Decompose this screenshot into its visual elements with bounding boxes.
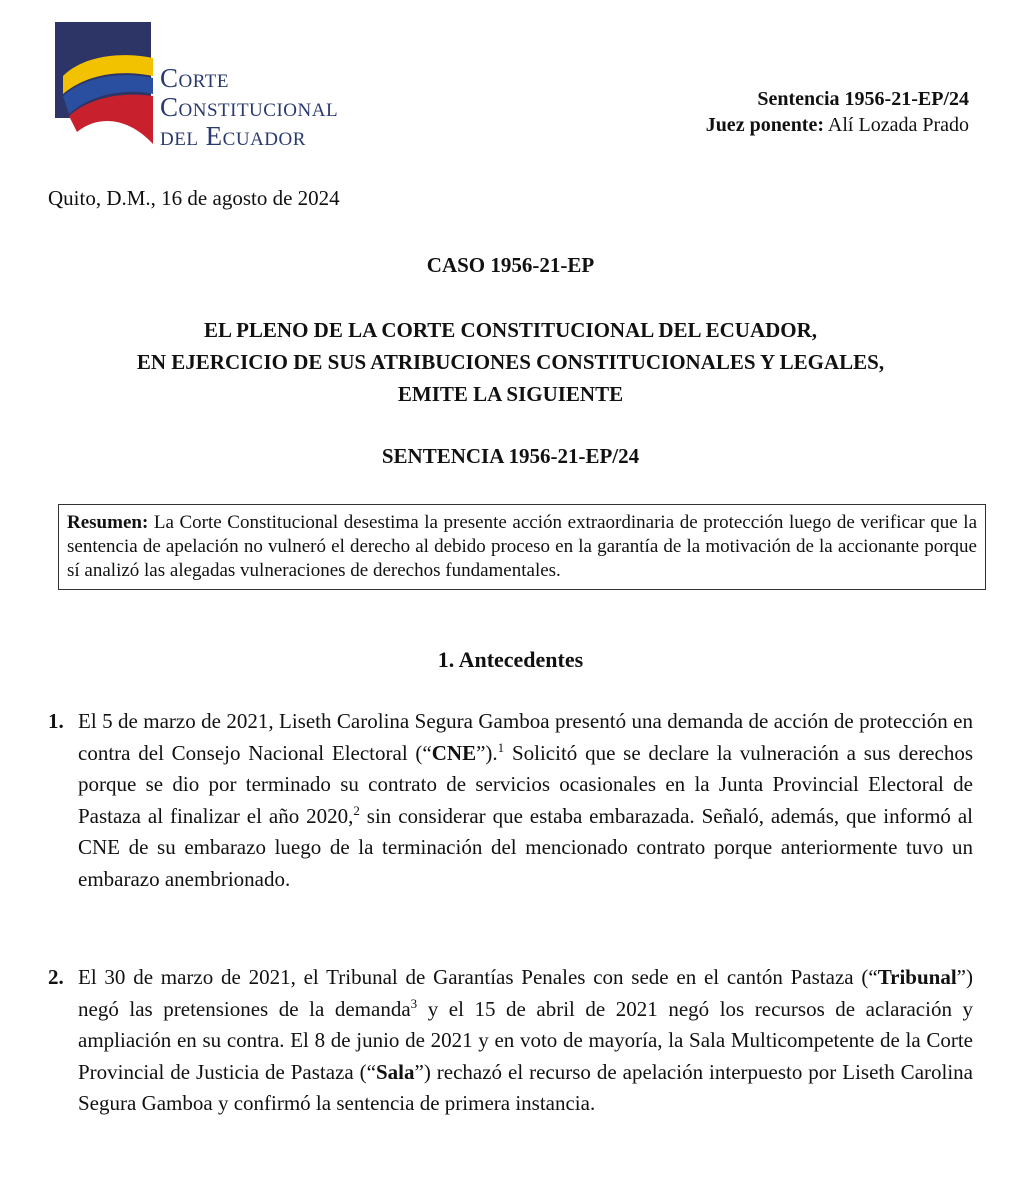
footnote-ref[interactable]: 3 [410, 995, 418, 1011]
bold-term: CNE [431, 740, 477, 765]
text-run: Solicitó que se declare la vulneración a sus derechos porque se dio por terminado su contrato de servicios ocasionales en la Junta Provincial Electoral de Pastaza al finalizar el año 2020, [78, 740, 973, 828]
paragraph-number: 2. [48, 965, 64, 989]
logo-line-3: del Ecuador [160, 121, 306, 151]
juez-name: Alí Lozada Prado [827, 114, 969, 136]
paragraph-text [78, 706, 973, 895]
bold-term: Tribunal [877, 965, 957, 989]
court-logo [55, 14, 400, 154]
pleno-line-3: EMITE LA SIGUIENTE [397, 382, 624, 406]
document-header [706, 86, 969, 138]
juez-label: Juez ponente: [705, 114, 825, 136]
pleno-heading [0, 314, 1021, 410]
logo-line-2: Constitucional [160, 92, 339, 122]
court-emblem-icon [55, 14, 165, 154]
text-run: sin considerar que estaba embarazada. Señaló, además, que informó al CNE de su embarazo luego de la terminación del mencionado contrato porque anteriormente tuvo un embarazo anembrionado. [78, 803, 974, 891]
section-heading-antecedentes: 1. Antecedentes [437, 647, 584, 672]
sentencia-number: Sentencia 1956-21-EP/24 [757, 88, 969, 110]
text-run: El 30 de marzo de 2021, el Tribunal de Garantías Penales con sede en el cantón Pastaza (“ [78, 965, 878, 989]
sentencia-title: SENTENCIA 1956-21-EP/24 [381, 444, 640, 468]
text-run: y el 15 de abril de 2021 negó los recursos de aclaración y ampliación en su contra. El 8 de junio de 2021 y en voto de mayoría, la Sala Multicompetente de la Corte Provincial de Justicia de Pastaza (“ [78, 996, 974, 1084]
case-title: CASO 1956-21-EP [426, 253, 595, 277]
logo-wordmark [160, 64, 338, 151]
document-date: Quito, D.M., 16 de agosto de 2024 [48, 186, 340, 210]
summary-label: Resumen: [67, 512, 149, 533]
summary-box [58, 504, 986, 590]
paragraph-2 [48, 962, 973, 1120]
bold-term: Sala [376, 1059, 415, 1084]
text-run: El 5 de marzo de 2021, Liseth Carolina Segura Gamboa presentó una demanda de acción de protección en contra del Consejo Nacional Electoral (“ [78, 709, 973, 765]
pleno-line-1: EL PLENO DE LA CORTE CONSTITUCIONAL DEL ECUADOR, [203, 318, 818, 342]
footnote-ref[interactable]: 1 [497, 739, 505, 755]
pleno-line-2: EN EJERCICIO DE SUS ATRIBUCIONES CONSTITUCIONALES Y LEGALES, [136, 350, 885, 374]
paragraph-text [78, 962, 973, 1120]
summary-text: La Corte Constitucional desestima la presente acción extraordinaria de protección luego de verificar que la sentencia de apelación no vulneró el derecho al debido proceso en la garantía de la motivación de la accionante porque sí analizó las alegadas vulneraciones de derechos fundamentales. [67, 512, 977, 581]
text-run: ”) rechazó el recurso de apelación interpuesto por Liseth Carolina Segura Gamboa y confirmó la sentencia de primera instancia. [78, 1059, 973, 1115]
paragraph-number: 1. [48, 709, 64, 733]
paragraph-1 [48, 706, 973, 895]
text-run: ”). [476, 740, 498, 765]
text-run: ”) negó las pretensiones de la demanda [78, 965, 973, 1021]
footnote-ref[interactable]: 2 [353, 802, 360, 818]
logo-line-1: Corte [160, 63, 229, 93]
